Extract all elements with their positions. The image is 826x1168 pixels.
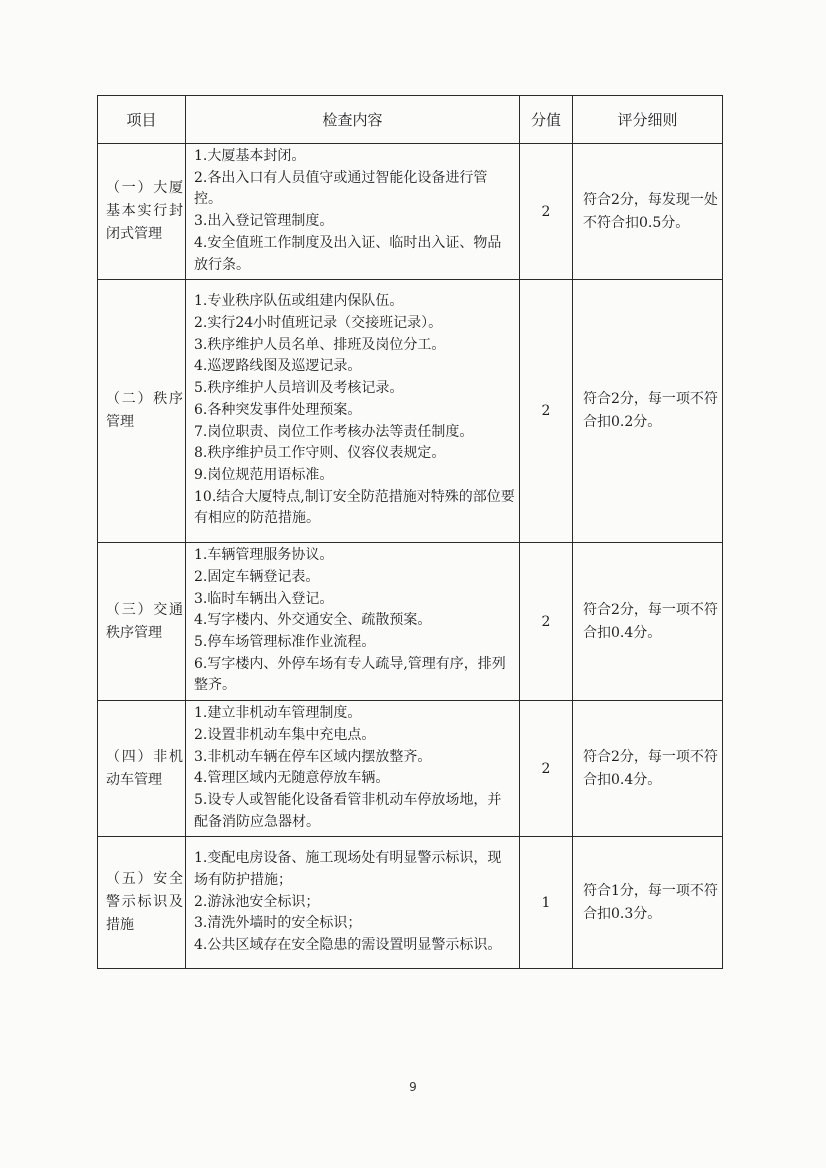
table-header-row — [98, 96, 723, 144]
content-line: 10.结合大厦特点,制订安全防范措施对特殊的部位要有相应的防范措施。 — [194, 488, 515, 527]
content-line: 1.大厦基本封闭。 — [194, 148, 306, 164]
content-line: 4.管理区域内无随意停放车辆。 — [194, 770, 390, 787]
header-rule: 评分细则 — [573, 96, 723, 144]
content-line: 8.秩序维护员工作守则、仪容仪表规定。 — [194, 445, 446, 462]
content-line: 2.游泳池安全标识； — [194, 893, 320, 910]
row-rule: 符合1分，每一项不符合扣0.3分。 — [573, 837, 723, 969]
table-row — [98, 280, 723, 543]
inspection-table — [97, 95, 723, 969]
table-row — [98, 144, 723, 280]
content-line: 3.临时车辆出入登记。 — [194, 590, 334, 607]
content-line: 6.各种突发事件处理预案。 — [194, 401, 362, 418]
page-number: 9 — [409, 1080, 417, 1094]
table-row — [98, 543, 723, 701]
content-line: 4.公共区域存在安全隐患的需设置明显警示标识。 — [194, 936, 502, 953]
row-content — [186, 837, 520, 969]
row-content — [186, 543, 520, 701]
row-score: 2 — [520, 280, 573, 543]
row-content — [186, 280, 520, 543]
row-content — [186, 701, 520, 837]
content-line: 1.变配电房设备、施工现场处有明显警示标识，现场有防护措施； — [194, 850, 502, 888]
content-line: 2.固定车辆登记表。 — [194, 568, 320, 585]
content-line: 4.安全值班工作制度及出入证、临时出入证、物品放行条。 — [194, 234, 502, 273]
row-item: （四）非机动车管理 — [98, 701, 186, 837]
row-score: 2 — [520, 701, 573, 837]
content-line: 6.写字楼内、外停车场有专人疏导,管理有序，排列整齐。 — [194, 655, 506, 694]
content-line: 1.车辆管理服务协议。 — [194, 547, 334, 564]
table-row — [98, 837, 723, 969]
header-item: 项目 — [98, 96, 186, 144]
row-rule: 符合2分，每发现一处不符合扣0.5分。 — [573, 144, 723, 280]
row-rule: 符合2分，每一项不符合扣0.4分。 — [573, 543, 723, 701]
row-score: 1 — [520, 837, 573, 969]
row-item: （五）安全警示标识及措施 — [98, 837, 186, 969]
content-line: 5.秩序维护人员培训及考核记录。 — [194, 380, 404, 397]
content-line: 7.岗位职责、岗位工作考核办法等责任制度。 — [194, 423, 474, 440]
content-line: 2.设置非机动车集中充电点。 — [194, 726, 376, 743]
row-rule: 符合2分，每一项不符合扣0.2分。 — [573, 280, 723, 543]
header-score: 分值 — [520, 96, 573, 144]
content-line: 2.各出入口有人员值守或通过智能化设备进行管控。 — [194, 169, 488, 208]
content-line: 4.巡逻路线图及巡逻记录。 — [194, 358, 362, 375]
content-line: 5.设专人或智能化设备看管非机动车停放场地，并配备消防应急器材。 — [194, 791, 502, 830]
content-line: 9.岗位规范用语标准。 — [194, 466, 334, 483]
row-score: 2 — [520, 144, 573, 280]
row-item: （二）秩序管理 — [98, 280, 186, 543]
header-content: 检查内容 — [186, 96, 520, 144]
content-line: 1.专业秩序队伍或组建内保队伍。 — [194, 293, 404, 310]
row-content — [186, 144, 520, 280]
content-line: 3.秩序维护人员名单、排班及岗位分工。 — [194, 336, 446, 353]
row-item: （三）交通秩序管理 — [98, 543, 186, 701]
content-line: 3.出入登记管理制度。 — [194, 213, 334, 230]
content-line: 3.非机动车辆在停车区域内摆放整齐。 — [194, 748, 432, 765]
content-line: 2.实行24小时值班记录（交接班记录）。 — [194, 315, 443, 332]
table-row — [98, 701, 723, 837]
content-line: 4.写字楼内、外交通安全、疏散预案。 — [194, 612, 432, 629]
row-rule: 符合2分，每一项不符合扣0.4分。 — [573, 701, 723, 837]
row-item: （一）大厦基本实行封闭式管理 — [98, 144, 186, 280]
content-line: 5.停车场管理标准作业流程。 — [194, 634, 376, 651]
row-score: 2 — [520, 543, 573, 701]
content-line: 1.建立非机动车管理制度。 — [194, 705, 362, 722]
content-line: 3.清洗外墙时的安全标识； — [194, 915, 362, 932]
